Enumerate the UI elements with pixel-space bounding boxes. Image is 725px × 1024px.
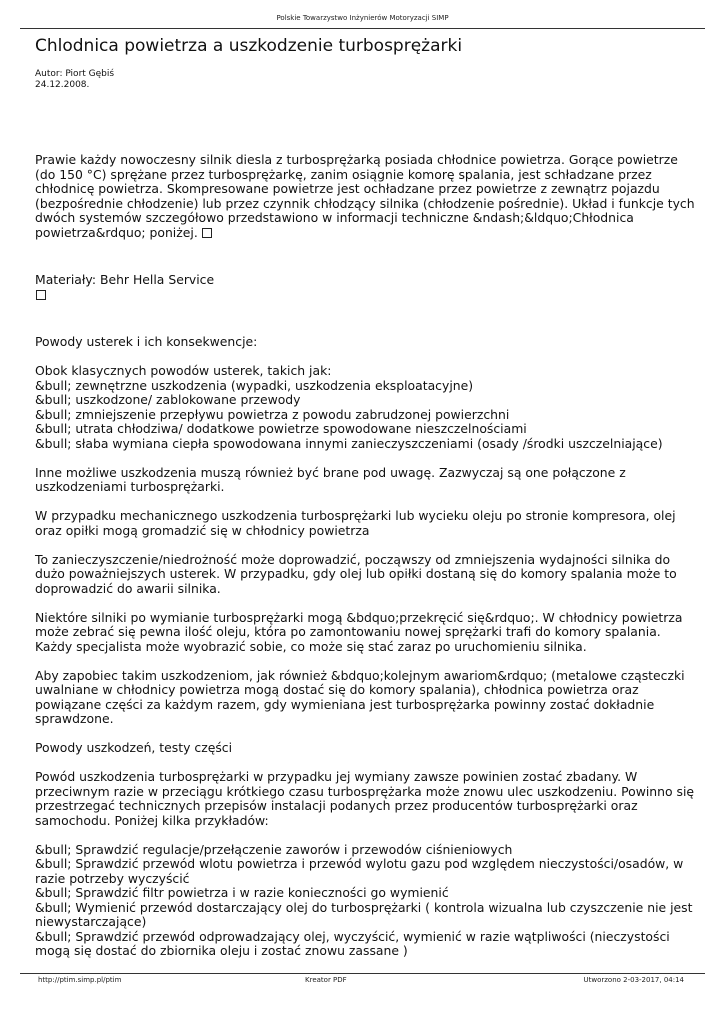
missing-image-icon bbox=[36, 290, 46, 300]
date-line: 24.12.2008. bbox=[35, 80, 90, 90]
footer-generator: Kreator PDF bbox=[305, 976, 347, 984]
page-header-org: Polskie Towarzystwo Inżynierów Motoryzacji SIMP bbox=[276, 14, 449, 22]
list-item: &bull; zewnętrzne uszkodzenia (wypadki, uszkodzenia eksploatacyjne) bbox=[35, 377, 474, 393]
body-paragraph: Niektóre silniki po wymianie turbosprężarki mogą &bdquo;przekręcić się&rdquo;. W chłodnicy powietrza może zebrać się pewna ilość oleju, która po zamontowaniu nowej sprężarki trafi do komory spalania. Każdy specjalista może wyobrazić sobie, co może się stać zaraz po uruchomieniu silnika. bbox=[35, 609, 683, 654]
section-heading: Powody uszkodzeń, testy części bbox=[35, 740, 233, 755]
header-divider bbox=[20, 28, 705, 29]
list-item: &bull; Sprawdzić regulacje/przełączenie zaworów i przewodów ciśnieniowych bbox=[35, 841, 513, 857]
list-item: &bull; utrata chłodziwa/ dodatkowe powietrze spowodowane nieszczelnościami bbox=[35, 421, 527, 436]
list-item: &bull; Sprawdzić przewód wlotu powietrza i przewód wylotu gazu pod względem nieczystości/osadów, w razie potrzeby wyczyścić bbox=[35, 856, 684, 886]
body-paragraph: Powód uszkodzenia turbosprężarki w przypadku jej wymiany zawsze powinien zostać zbadany. W przeciwnym razie w przeciągu krótkiego czasu turbosprężarka może znowu ulec uszkodzeniu. Powinno się przestrzegać technicznych przepisów instalacji podanych przez producentów turbosprężarki oraz samochodu. Poniżej kilka przykładów: bbox=[35, 769, 695, 828]
list-item: &bull; uszkodzone/ zablokowane przewody bbox=[35, 392, 301, 407]
materials-text: Materiały: Behr Hella Service bbox=[35, 272, 215, 287]
body-paragraph: Aby zapobiec takim uszkodzeniom, jak również &bdquo;kolejnym awariom&rdquo; (metalowe cząsteczki uwalniane w chłodnicy powietrza mogą dostać się do komory spalania), chłodnica powietrza oraz powiązane części za każdym razem, gdy wymieniana jest turbosprężarka powinny zostać dokładnie sprawdzone. bbox=[35, 667, 685, 726]
article-meta bbox=[35, 69, 114, 91]
list-item: &bull; Sprawdzić przewód odprowadzający olej, wyczyścić, wymienić w razie wątpliwości (nieczystości mogą się dostać do zbiornika oleju i zostać znowu zassane ) bbox=[35, 928, 670, 958]
missing-image-icon bbox=[202, 228, 212, 238]
footer-url: http://ptim.simp.pl/ptim bbox=[38, 976, 122, 984]
footer-created: Utworzono 2-03-2017, 04:14 bbox=[583, 976, 684, 984]
page-title: Chlodnica powietrza a uszkodzenie turbosprężarki bbox=[35, 36, 463, 56]
list-item: &bull; słaba wymiana ciepła spowodowana innymi zanieczyszczeniami (osady /środki uszczelniające) bbox=[35, 435, 663, 451]
article-body bbox=[35, 153, 700, 959]
body-paragraph: Inne możliwe uszkodzenia muszą również być brane pod uwagę. Zazwyczaj są one połączone z uszkodzeniami turbosprężarki. bbox=[35, 464, 626, 494]
body-paragraph: To zanieczyszczenie/niedrożność może doprowadzić, począwszy od zmniejszenia wydajności silnika do dużo poważniejszych usterek. W przypadku, gdy olej lub opiłki dostaną się do komory spalania może to doprowadzić do awarii silnika. bbox=[35, 551, 677, 596]
intro-paragraph bbox=[35, 153, 700, 240]
author-line: Autor: Piort Gębiś bbox=[35, 69, 115, 79]
list-item: &bull; zmniejszenie przepływu powietrza z powodu zabrudzonej powierzchni bbox=[35, 406, 510, 422]
body-paragraph: W przypadku mechanicznego uszkodzenia turbosprężarki lub wycieku oleju po stronie kompresora, olej oraz opiłki mogą gromadzić się w chłodnicy powietrza bbox=[35, 508, 676, 538]
intro-text: Prawie każdy nowoczesny silnik diesla z turbosprężarką posiada chłodnice powietrza. Gorące powietrze (do 150 °C) sprężane przez turbosprężarkę, zanim osiągnie komorę spalania, jest schładzane przez chłodnicę powietrza. Skompresowane powietrze jest ochładzane przez powietrze z zewnątrz pojazdu (bezpośrednie chłodzenie) lub przez czynnik chłodzący silnika (chłodzenie pośrednie). Układ i funkcje tych dwóch systemów szczegółowo przedstawiono w informacji techniczne &ndash;&ldquo;Chłodnica powietrza&rdquo; poniżej. bbox=[35, 152, 695, 240]
materials-line bbox=[35, 273, 700, 302]
list-item: &bull; Wymienić przewód dostarczający olej do turbosprężarki ( kontrola wizualna lub czyszczenie nie jest niewystarczające) bbox=[35, 899, 693, 929]
list-item: &bull; Sprawdzić filtr powietrza i w razie konieczności go wymienić bbox=[35, 885, 449, 900]
footer-divider bbox=[20, 973, 705, 974]
section-heading: Powody usterek i ich konsekwencje: bbox=[35, 334, 258, 349]
list-intro: Obok klasycznych powodów usterek, takich jak: bbox=[35, 363, 332, 378]
